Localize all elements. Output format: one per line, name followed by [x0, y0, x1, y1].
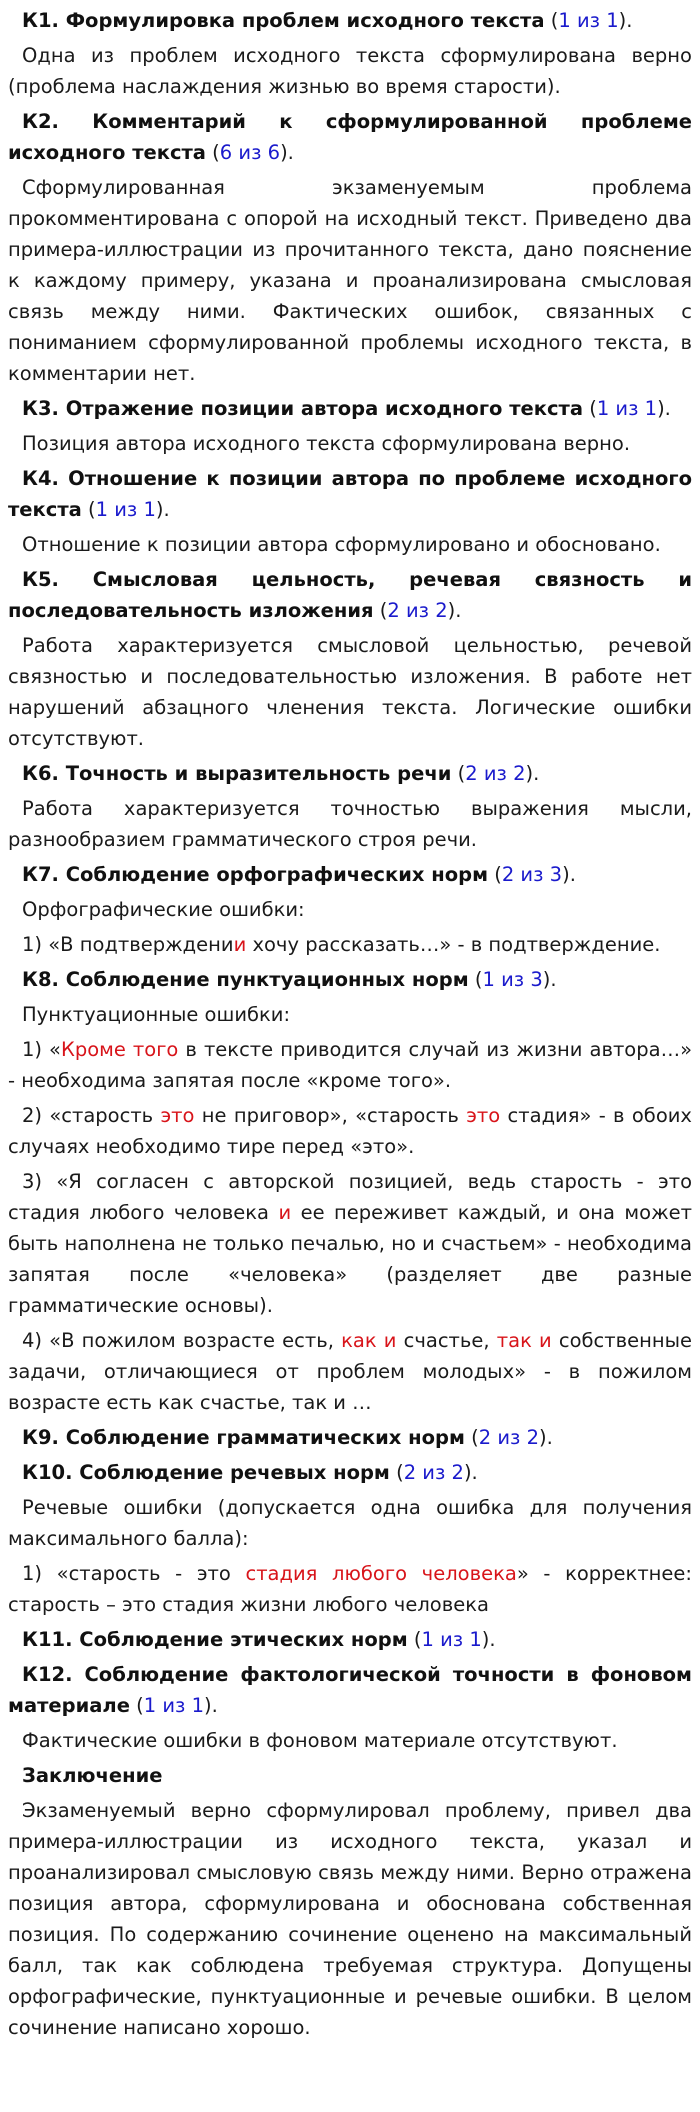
k2-text: Сформулированная экзаменуемым проблема прокомментирована с опорой на исходный текст. Приведено два примера-иллюстрации из прочитанного текста, дано пояснение к каждому примеру, указана и проанализирована смысловая связь между ними. Фактических ошибок, связанных с пониманием сформулированной проблемы исходного текста, в комментарии нет. — [8, 176, 692, 385]
k3-title: К3. Отражение позиции автора исходного текста — [22, 397, 583, 420]
error-highlight: это — [466, 1104, 501, 1127]
conclusion-title: Заключение — [22, 1764, 163, 1787]
k10-heading: К10. Соблюдение речевых норм (2 из 2). — [22, 1461, 478, 1484]
k9-title: К9. Соблюдение грамматических норм — [22, 1426, 465, 1449]
k5-score: 2 из 2 — [387, 599, 448, 622]
k10-subtitle: Речевые ошибки (допускается одна ошибка для получения максимального балла): — [8, 1496, 692, 1550]
k1-score: 1 из 1 — [558, 9, 619, 32]
k7-title: К7. Соблюдение орфографических норм — [22, 863, 489, 886]
k1-title: К1. Формулировка проблем исходного текста — [22, 9, 545, 32]
k8-subtitle: Пунктуационные ошибки: — [22, 1003, 291, 1026]
k8-score: 1 из 3 — [482, 968, 543, 991]
k4-text: Отношение к позиции автора сформулировано и обосновано. — [22, 533, 661, 556]
k3-heading: К3. Отражение позиции автора исходного текста (1 из 1). — [22, 397, 671, 420]
k8-error-3 — [8, 1166, 692, 1321]
error-text: хочу рассказать…» - в подтверждение. — [246, 933, 661, 956]
k6-text: Работа характеризуется точностью выражения мысли, разнообразием грамматического строя речи. — [8, 797, 692, 851]
k7-heading: К7. Соблюдение орфографических норм (2 из 3). — [22, 863, 576, 886]
k5-title: К5. Смысловая цельность, речевая связность и последовательность изложения — [8, 568, 692, 622]
error-text: 1) « — [22, 1038, 61, 1061]
k3-text: Позиция автора исходного текста сформулирована верно. — [22, 432, 631, 455]
error-text: не приговор», «старость — [194, 1104, 467, 1127]
k8-error-2 — [8, 1100, 692, 1162]
error-text: 1) «В подтверждени — [22, 933, 234, 956]
k4-heading: К4. Отношение к позиции автора по проблеме исходного текста (1 из 1). — [8, 467, 692, 521]
error-highlight: стадия любого человека — [245, 1562, 517, 1585]
k7-score: 2 из 3 — [501, 863, 563, 886]
error-text: стадия» - в обоих случаях необходимо тире перед «это». — [8, 1104, 692, 1158]
error-highlight: Кроме того — [61, 1038, 179, 1061]
k10-error-1 — [8, 1558, 692, 1620]
k12-text: Фактические ошибки в фоновом материале отсутствуют. — [22, 1729, 618, 1752]
conclusion-heading — [8, 1760, 692, 1791]
k5-heading: К5. Смысловая цельность, речевая связность и последовательность изложения (2 из 2). — [8, 568, 692, 622]
k2-title: К2. Комментарий к сформулированной проблеме исходного текста — [8, 110, 692, 164]
k11-score: 1 из 1 — [421, 1628, 482, 1651]
k2-score: 6 из 6 — [219, 141, 281, 164]
k12-score: 1 из 1 — [143, 1694, 204, 1717]
k9-heading: К9. Соблюдение грамматических норм (2 из 2). — [22, 1426, 553, 1449]
k11-title: К11. Соблюдение этических норм — [22, 1628, 408, 1651]
error-text: счастье, — [396, 1329, 497, 1352]
k8-error-1 — [8, 1034, 692, 1096]
k9-score: 2 из 2 — [478, 1426, 539, 1449]
k4-score: 1 из 1 — [95, 498, 156, 521]
k8-title: К8. Соблюдение пунктуационных норм — [22, 968, 469, 991]
k6-heading: К6. Точность и выразительность речи (2 из 2). — [22, 762, 540, 785]
error-text: » - корректнее: старость – это стадия жизни любого человека — [8, 1562, 692, 1616]
error-highlight: и — [278, 1201, 292, 1224]
k10-title: К10. Соблюдение речевых норм — [22, 1461, 390, 1484]
k12-heading: К12. Соблюдение фактологической точности в фоновом материале (1 из 1). — [8, 1663, 692, 1717]
error-text: 4) «В пожилом возрасте есть, — [22, 1329, 342, 1352]
error-text: 2) «старость — [22, 1104, 161, 1127]
conclusion-text: Экзаменуемый верно сформулировал проблему, привел два примера-иллюстрации из исходного текста, указал и проанализировал смысловую связь между ними. Верно отражена позиция автора, сформулирована и обоснована собственная позиция. По содержанию сочинение оценено на максимальный балл, так как соблюдена требуемая структура. Допущены орфографические, пунктуационные и речевые ошибки. В целом сочинение написано хорошо. — [8, 1799, 692, 2039]
k1-text: Одна из проблем исходного текста сформулирована верно (проблема наслаждения жизнью во время старости). — [8, 44, 692, 98]
k6-score: 2 из 2 — [465, 762, 526, 785]
error-highlight: так и — [496, 1329, 552, 1352]
k3-score: 1 из 1 — [596, 397, 658, 420]
k7-subtitle: Орфографические ошибки: — [22, 898, 305, 921]
error-highlight: как и — [341, 1329, 397, 1352]
k1-heading: К1. Формулировка проблем исходного текста (1 из 1). — [22, 9, 633, 32]
k12-title: К12. Соблюдение фактологической точности в фоновом материале — [8, 1663, 692, 1717]
error-highlight: это — [160, 1104, 195, 1127]
error-text: 3) «Я согласен с авторской позицией, ведь старость - это стадия любого человека — [8, 1170, 692, 1224]
k11-heading: К11. Соблюдение этических норм (1 из 1). — [22, 1628, 496, 1651]
error-text: ее переживет каждый, и она может быть наполнена не только печалью, но и счастьем» - необходима запятая после «человека» (разделяет две разные грамматические основы). — [8, 1201, 692, 1317]
k2-heading: К2. Комментарий к сформулированной проблеме исходного текста (6 из 6). — [8, 110, 692, 164]
k7-error-1 — [8, 929, 692, 960]
error-text: в тексте приводится случай из жизни автора…» - необходима запятая после «кроме того». — [8, 1038, 692, 1092]
k5-text: Работа характеризуется смысловой цельностью, речевой связностью и последовательностью изложения. В работе нет нарушений абзацного членения текста. Логические ошибки отсутствуют. — [8, 634, 692, 750]
k4-title: К4. Отношение к позиции автора по проблеме исходного текста — [8, 467, 692, 521]
error-text: собственные задачи, отличающиеся от проблем молодых» - в пожилом возрасте есть как счастье, так и … — [8, 1329, 692, 1414]
error-text: 1) «старость - это — [22, 1562, 246, 1585]
error-highlight: и — [233, 933, 247, 956]
k6-title: К6. Точность и выразительность речи — [22, 762, 452, 785]
k8-error-4 — [8, 1325, 692, 1418]
k10-score: 2 из 2 — [403, 1461, 464, 1484]
k8-heading: К8. Соблюдение пунктуационных норм (1 из 3). — [22, 968, 557, 991]
